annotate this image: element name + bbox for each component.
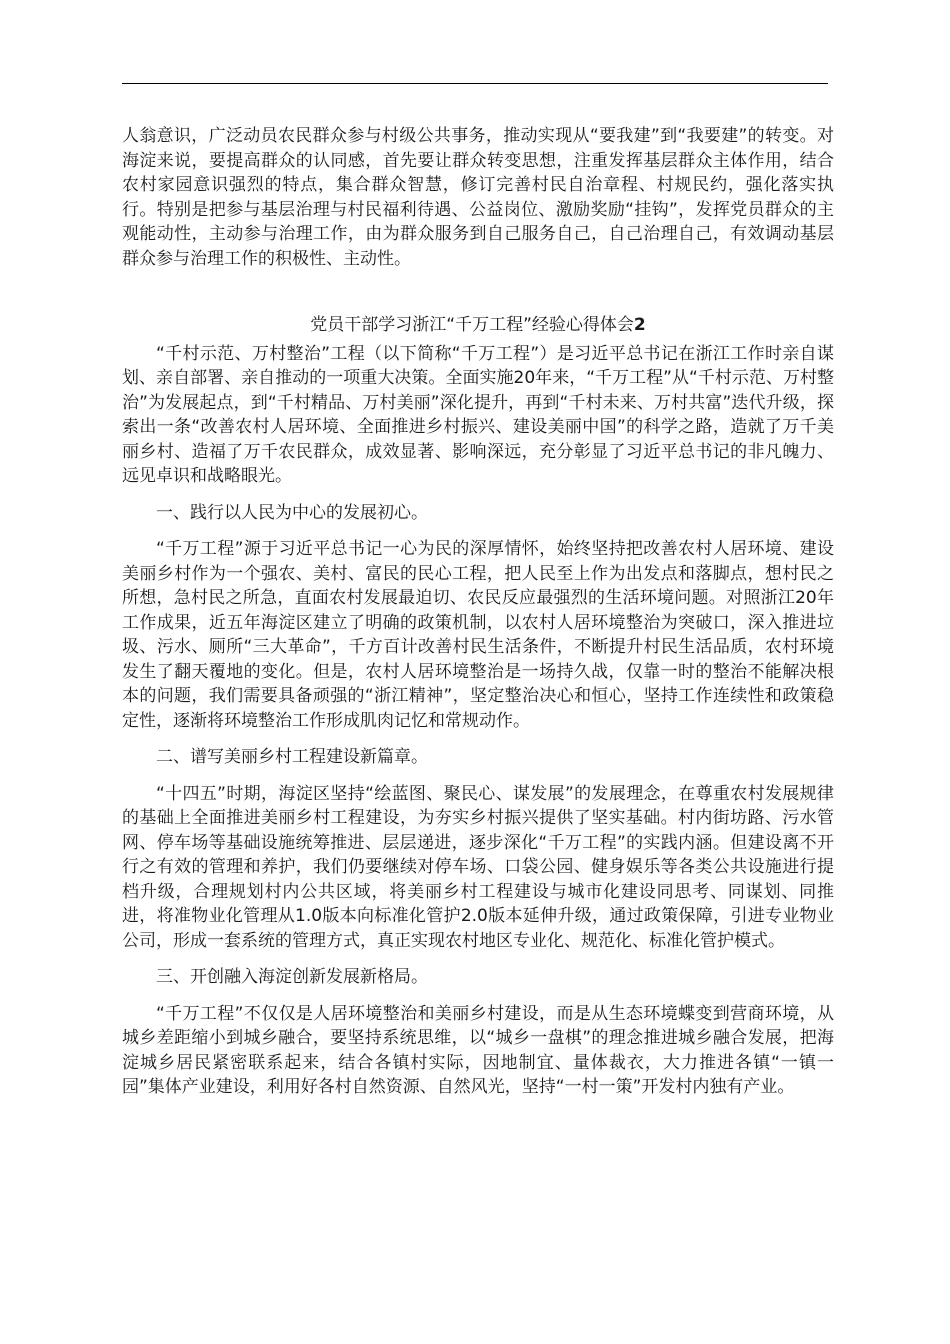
body-paragraph-3: “千万工程”不仅仅是人居环境整治和美丽乡村建设，而是从生态环境蝶变到营商环境，从城乡差距缩小到城乡融合，要坚持系统思维，以“城乡一盘棋”的理念推进城乡融合发展，把海淀城乡居民紧密联系起来，结合各镇村实际，因地制宜、量体裁衣，大力推进各镇“一镇一园”集体产业建设，利用好各村自然资源、自然风光，坚持“一村一策”开发村内独有产业。 bbox=[122, 1003, 834, 1097]
heading-1: 一、践行以人民为中心的发展初心。 bbox=[156, 502, 428, 523]
body-paragraph-2: “十四五”时期，海淀区坚持“绘蓝图、聚民心、谋发展”的发展理念，在尊重农村发展规律的基础上全面推进美丽乡村工程建设，为夯实乡村振兴提供了坚实基础。村内街坊路、污水管网、停车场等基础设施统筹推进、层层递进，逐步深化“千万工程”的实践内涵。但建设离不开行之有效的管理和养护，我们仍要继续对停车场、口袋公园、健身娱乐等各类公共设施进行提档升级，合理规划村内公共区域，将美丽乡村工程建设与城市化建设同思考、同谋划、同推进，将准物业化管理从1.0版本向标准化管护2.0版本延伸升级，通过政策保障，引进专业物业公司，形成一套系统的管理方式，真正实现农村地区专业化、规范化、标准化管护模式。 bbox=[122, 783, 834, 951]
section-title-text: 党员干部学习浙江“千万工程”经验心得体会 bbox=[310, 315, 634, 335]
section-title-number: 2 bbox=[633, 315, 646, 335]
document-body bbox=[122, 124, 834, 1112]
body-paragraph-1: “千万工程”源于习近平总书记一心为民的深厚情怀，始终坚持把改善农村人居环境、建设美丽乡村作为一个强农、美村、富民的民心工程，把人民至上作为出发点和落脚点，想村民之所想，急村民之所急，直面农村发展最迫切、农民反应最强烈的生活环境问题。对照浙江20年工作成果，近五年海淀区建立了明确的政策机制，以农村人居环境整治为突破口，深入推进垃圾、污水、厕所“三大革命”，千方百计改善村民生活条件，不断提升村民生活品质，农村环境发生了翻天覆地的变化。但是，农村人居环境整治是一场持久战，仅靠一时的整治不能解决根本的问题，我们需要具备顽强的“浙江精神”，坚定整治决心和恒心，坚持工作连续性和政策稳定性，逐渐将环境整治工作形成肌肉记忆和常规动作。 bbox=[122, 539, 834, 731]
intro-paragraph: “千村示范、万村整治”工程（以下简称“千万工程”）是习近平总书记在浙江工作时亲自谋划、亲自部署、亲自推动的一项重大决策。全面实施20年来，“千万工程”从“千村示范、万村整治”为发展起点，到“千村精品、万村美丽”深化提升，再到“千村未来、万村共富”迭代升级，探索出一条“改善农村人居环境、全面推进乡村振兴、建设美丽中国”的科学之路，造就了万千美丽乡村、造福了万千农民群众，成效显著、影响深远，充分彰显了习近平总书记的非凡魄力、远见卓识和战略眼光。 bbox=[122, 343, 834, 486]
header-rule bbox=[122, 83, 828, 84]
heading-3: 三、开创融入海淀创新发展新格局。 bbox=[156, 967, 428, 987]
continuation-paragraph: 人翁意识，广泛动员农民群众参与村级公共事务，推动实现从“要我建”到“我要建”的转变。对海淀来说，要提高群众的认同感，首先要让群众转变思想，注重发挥基层群众主体作用，结合农村家园意识强烈的特点，集合群众智慧，修订完善村民自治章程、村规民约，强化落实执行。特别是把参与基层治理与村民福利待遇、公益岗位、激励奖励“挂钩”，发挥党员群众的主观能动性，主动参与治理工作，由为群众服务到自己服务自己，自己治理自己，有效调动基层群众参与治理工作的积极性、主动性。 bbox=[122, 126, 834, 269]
section-title bbox=[122, 313, 834, 338]
heading-2: 二、谱写美丽乡村工程建设新篇章。 bbox=[156, 747, 428, 767]
section-spacer bbox=[122, 283, 834, 313]
